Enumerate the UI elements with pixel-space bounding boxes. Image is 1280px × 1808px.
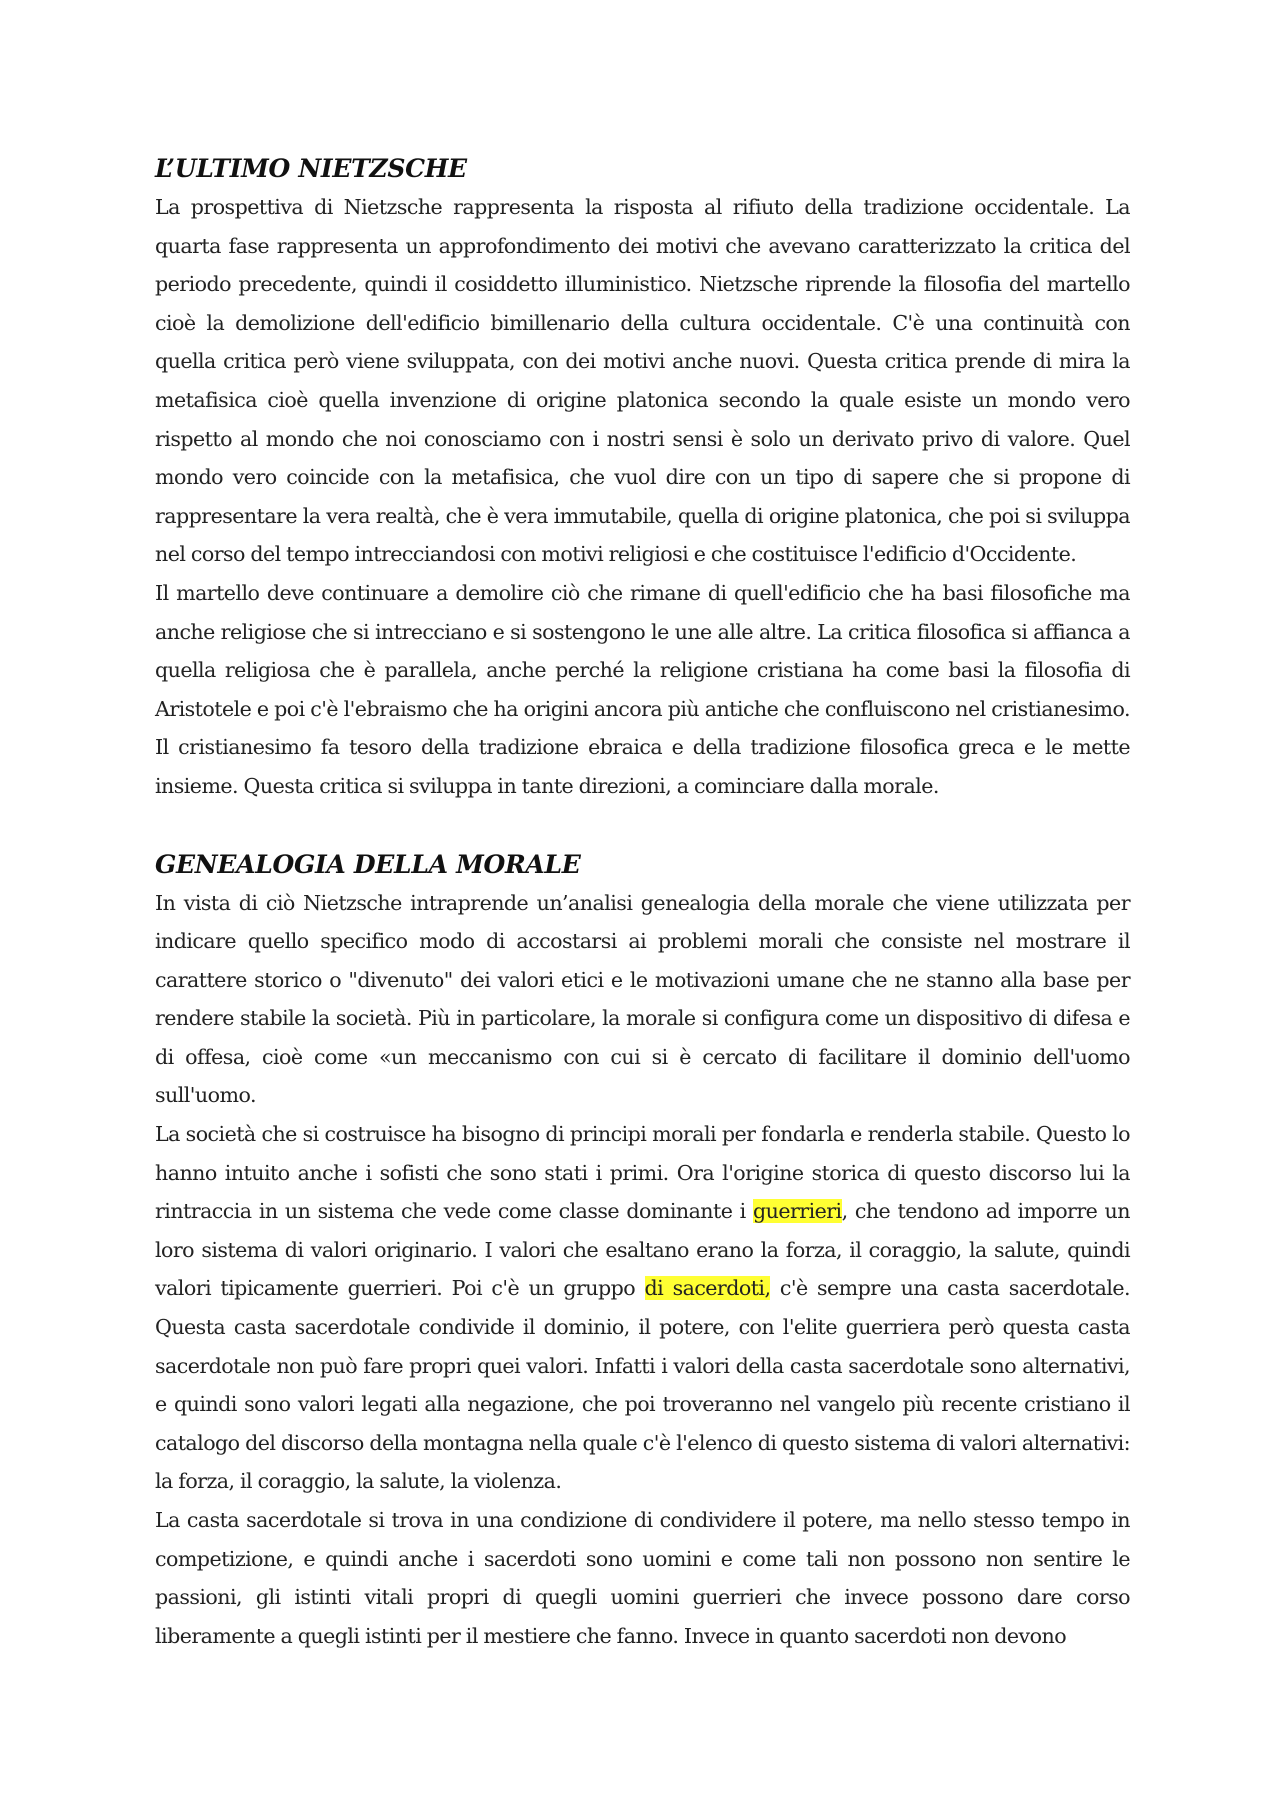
paragraph: Il martello deve continuare a demolire ciò che rimane di quell'edificio che ha basi filosofiche ma anche religiose che si intrecciano e si sostengono le une alle altre. La critica filosofica si affianca a quella religiosa che è parallela, anche perché la religione cristiana ha come basi la filosofia di Aristotele e poi c'è l'ebraismo che ha origini ancora più antiche che confluiscono nel cristianesimo. Il cristianesimo fa tesoro della tradizione ebraica e della tradizione filosofica greca e le mette insieme. Questa critica si sviluppa in tante direzioni, a cominciare dalla morale.: [155, 580, 1130, 798]
paragraph: La prospettiva di Nietzsche rappresenta la risposta al rifiuto della tradizione occidentale. La quarta fase rappresenta un approfondimento dei motivi che avevano caratterizzato la critica del periodo precedente, quindi il cosiddetto illuministico. Nietzsche riprende la filosofia del martello cioè la demolizione dell'edificio bimillenario della cultura occidentale. C'è una continuità con quella critica però viene sviluppata, con dei motivi anche nuovi. Questa critica prende di mira la metafisica cioè quella invenzione di origine platonica secondo la quale esiste un mondo vero rispetto al mondo che noi conosciamo con i nostri sensi è solo un derivato privo di valore. Quel mondo vero coincide con la metafisica, che vuol dire con un tipo di sapere che si propone di rappresentare la vera realtà, che è vera immutabile, quella di origine platonica, che poi si sviluppa nel corso del tempo intrecciandosi con motivi religiosi e che costituisce l'edificio d'Occidente.: [155, 195, 1130, 567]
text-run: c'è sempre una casta sacerdotale. Questa casta sacerdotale condivide il dominio, il potere, con l'elite guerriera però questa casta sacerdotale non può fare propri quei valori. Infatti i valori della casta sacerdotale sono alternativi, e quindi sono valori legati alla negazione, che poi troveranno nel vangelo più recente cristiano il catalogo del discorso della montagna nella quale c'è l'elenco di questo sistema di valori alternativi: la forza, il coraggio, la salute, la violenza.: [155, 1276, 1130, 1494]
paragraph: La casta sacerdotale si trova in una condizione di condividere il potere, ma nello stesso tempo in competizione, e quindi anche i sacerdoti sono uomini e come tali non possono non sentire le passioni, gli istinti vitali propri di quegli uomini guerrieri che invece possono dare corso liberamente a quegli istinti per il mestiere che fanno. Invece in quanto sacerdoti non devono: [155, 1508, 1130, 1648]
text-run: La società che si costruisce ha bisogno di principi morali per fondarla e renderla stabile. Questo lo hanno intuito anche i sofisti che sono stati i primi. Ora l'origine storica di questo discorso lui la rintraccia in un sistema che vede come classe dominante i: [155, 1122, 1130, 1224]
section-spacer: [155, 806, 1130, 846]
section-title-genealogia-della-morale: GENEALOGIA DELLA MORALE: [155, 849, 581, 879]
paragraph: In vista di ciò Nietzsche intraprende un’analisi genealogia della morale che viene utilizzata per indicare quello specifico modo di accostarsi ai problemi morali che consiste nel mostrare il carattere storico o "divenuto" dei valori etici e le motivazioni umane che ne stanno alla base per rendere stabile la società. Più in particolare, la morale si configura come un dispositivo di difesa e di offesa, cioè come «un meccanismo con cui si è cercato di facilitare il dominio dell'uomo sull'uomo.: [155, 890, 1130, 1108]
text-run: , che tendono ad imporre un loro sistema di valori originario. I valori che esaltano erano la forza, il coraggio, la salute, quindi valori tipicamente guerrieri. Poi c'è un gruppo: [155, 1199, 1130, 1301]
document-page: [155, 150, 1130, 1655]
section-title-ultimo-nietzsche: L’ULTIMO NIETZSCHE: [155, 154, 467, 183]
highlighted-text-sacerdoti: di sacerdoti,: [644, 1276, 771, 1301]
paragraph-with-highlights: [155, 1115, 1130, 1501]
highlighted-text-guerrieri: guerrieri: [753, 1199, 842, 1224]
